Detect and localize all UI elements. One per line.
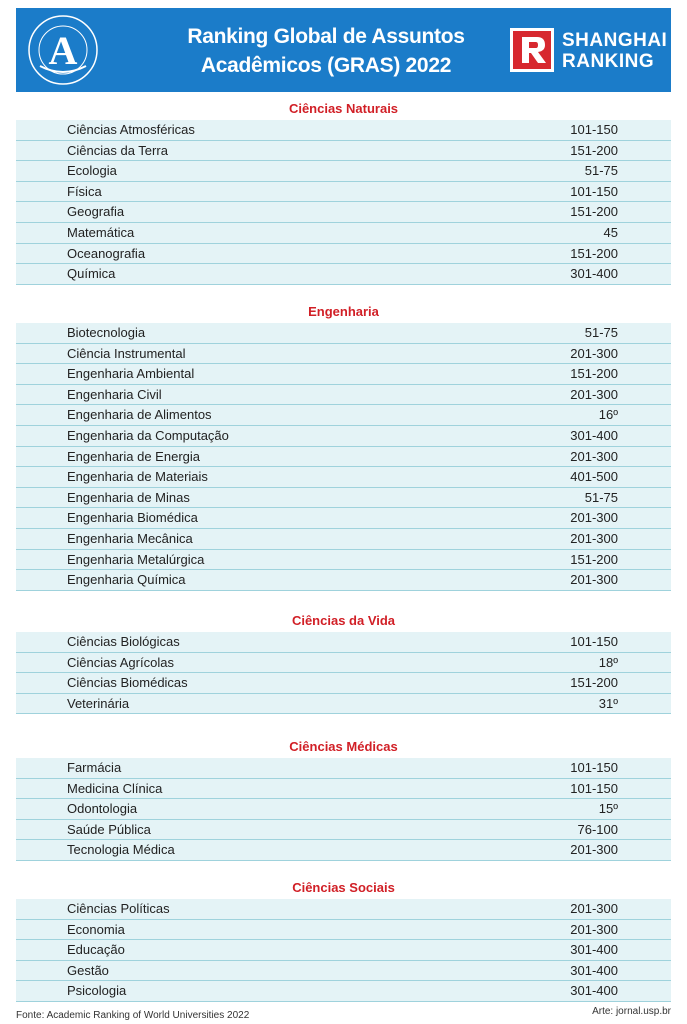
table-row <box>16 570 671 591</box>
logo-letter: A <box>48 28 78 73</box>
rank-value: 45 <box>603 224 618 240</box>
title-line-2: Acadêmicos (GRAS) 2022 <box>200 54 452 77</box>
subject-name: Engenharia Civil <box>67 386 162 402</box>
subject-name: Engenharia Biomédica <box>67 510 198 526</box>
rank-value: 151-200 <box>570 675 618 691</box>
table-row <box>16 632 671 653</box>
table-row <box>16 323 671 344</box>
subject-name: Engenharia de Energia <box>67 448 200 464</box>
section-title: Ciências Sociais <box>292 880 395 895</box>
subject-name: Medicina Clínica <box>67 780 163 796</box>
table-row <box>16 364 671 385</box>
subject-name: Saúde Pública <box>67 821 151 837</box>
section-ciencias-sociais <box>16 877 671 1002</box>
source-note: Fonte: Academic Ranking of World Universities 2022 <box>16 1010 250 1021</box>
shanghai-ranking-logo <box>510 28 668 78</box>
subject-name: Ciências Biológicas <box>67 634 180 649</box>
credit-note: Arte: jornal.usp.br <box>592 1006 671 1017</box>
rank-value: 301-400 <box>570 266 618 282</box>
section-engenharia <box>16 301 671 591</box>
section-title: Ciências Médicas <box>289 739 398 754</box>
subject-name: Educação <box>67 942 125 958</box>
table-row <box>16 182 671 203</box>
rank-value: 201-300 <box>570 921 618 937</box>
subject-name: Engenharia da Computação <box>67 427 229 443</box>
section-ciencias-da-vida <box>16 610 671 714</box>
table-row <box>16 673 671 694</box>
rank-value: 101-150 <box>570 122 618 137</box>
rank-value: 201-300 <box>570 510 618 526</box>
rank-value: 151-200 <box>570 142 618 158</box>
subject-name: Matemática <box>67 224 135 240</box>
subject-name: Psicologia <box>67 983 127 999</box>
subject-name: Ciências da Terra <box>67 142 168 158</box>
subject-name: Ciência Instrumental <box>67 345 186 361</box>
subject-name: Ciências Atmosféricas <box>67 122 195 137</box>
rank-value: 16º <box>598 407 618 423</box>
table-row <box>16 264 671 285</box>
rank-value: 301-400 <box>570 427 618 443</box>
rank-value: 401-500 <box>570 469 618 485</box>
table-row <box>16 694 671 715</box>
table-row <box>16 202 671 223</box>
rank-value: 151-200 <box>570 366 618 382</box>
table-row <box>16 940 671 961</box>
table-row <box>16 820 671 841</box>
rank-value: 151-200 <box>570 204 618 220</box>
rank-value: 301-400 <box>570 962 618 978</box>
table-row <box>16 508 671 529</box>
rank-value: 201-300 <box>570 448 618 464</box>
table-row <box>16 405 671 426</box>
table-row <box>16 244 671 265</box>
table-row <box>16 550 671 571</box>
subject-name: Engenharia de Alimentos <box>67 407 212 423</box>
subject-name: Ciências Agrícolas <box>67 654 174 670</box>
rank-value: 101-150 <box>570 760 618 775</box>
table-row <box>16 961 671 982</box>
section-ciencias-medicas <box>16 736 671 861</box>
table-row <box>16 161 671 182</box>
table-row <box>16 426 671 447</box>
table-row <box>16 120 671 141</box>
table-row <box>16 799 671 820</box>
subject-name: Engenharia de Minas <box>67 489 190 505</box>
subject-name: Química <box>67 266 116 282</box>
rank-value: 201-300 <box>570 901 618 916</box>
table-row <box>16 141 671 162</box>
table-row <box>16 779 671 800</box>
table-row <box>16 920 671 941</box>
rank-value: 151-200 <box>570 551 618 567</box>
rank-value: 76-100 <box>577 821 618 837</box>
subject-name: Biotecnologia <box>67 325 146 340</box>
table-row <box>16 758 671 779</box>
subject-name: Gestão <box>67 962 109 978</box>
table-row <box>16 529 671 550</box>
rank-value: 201-300 <box>570 530 618 546</box>
subject-name: Economia <box>67 921 125 937</box>
subject-name: Ciências Políticas <box>67 901 170 916</box>
subject-name: Tecnologia Médica <box>67 842 175 858</box>
rank-value: 51-75 <box>584 325 618 340</box>
table-row <box>16 840 671 861</box>
subject-name: Engenharia de Materiais <box>67 469 208 485</box>
header-banner <box>16 8 671 92</box>
table-row <box>16 344 671 365</box>
section-title: Engenharia <box>308 304 379 319</box>
rank-value: 51-75 <box>584 489 618 505</box>
brand-line-1: SHANGHAI <box>562 30 668 51</box>
subject-name: Engenharia Mecânica <box>67 530 193 546</box>
section-ciencias-naturais <box>16 98 671 285</box>
subject-name: Ciências Biomédicas <box>67 675 188 691</box>
section-title: Ciências da Vida <box>291 613 396 628</box>
page-title <box>166 22 486 80</box>
title-line-1: Ranking Global de Assuntos <box>187 25 465 48</box>
table-row <box>16 385 671 406</box>
arwu-logo-icon <box>26 14 100 86</box>
rank-value: 301-400 <box>570 983 618 999</box>
rank-value: 18º <box>598 654 618 670</box>
rank-value: 51-75 <box>584 163 618 179</box>
rank-value: 101-150 <box>570 634 618 649</box>
subject-name: Veterinária <box>67 695 130 711</box>
rank-value: 201-300 <box>570 572 618 588</box>
table-row <box>16 223 671 244</box>
table-row <box>16 653 671 674</box>
table-row <box>16 467 671 488</box>
subject-name: Geografia <box>67 204 125 220</box>
rank-value: 151-200 <box>570 245 618 261</box>
section-title: Ciências Naturais <box>288 101 399 116</box>
table-row <box>16 447 671 468</box>
rank-value: 15º <box>598 801 618 817</box>
subject-name: Oceanografia <box>67 245 146 261</box>
subject-name: Engenharia Metalúrgica <box>67 551 205 567</box>
table-row <box>16 899 671 920</box>
rank-value: 101-150 <box>570 780 618 796</box>
rank-value: 201-300 <box>570 386 618 402</box>
rank-value: 31º <box>598 695 618 711</box>
table-row <box>16 981 671 1002</box>
subject-name: Engenharia Ambiental <box>67 366 195 382</box>
subject-name: Odontologia <box>67 801 138 817</box>
shanghai-ranking-badge-icon <box>510 28 554 72</box>
subject-name: Farmácia <box>67 760 122 775</box>
rank-value: 301-400 <box>570 942 618 958</box>
rank-value: 201-300 <box>570 345 618 361</box>
shanghai-ranking-wordmark <box>562 30 667 72</box>
subject-name: Ecologia <box>67 163 117 179</box>
subject-name: Física <box>67 183 102 199</box>
brand-line-2: RANKING <box>562 51 655 72</box>
table-row <box>16 488 671 509</box>
rank-value: 201-300 <box>570 842 618 858</box>
subject-name: Engenharia Química <box>67 572 186 588</box>
rank-value: 101-150 <box>570 183 618 199</box>
